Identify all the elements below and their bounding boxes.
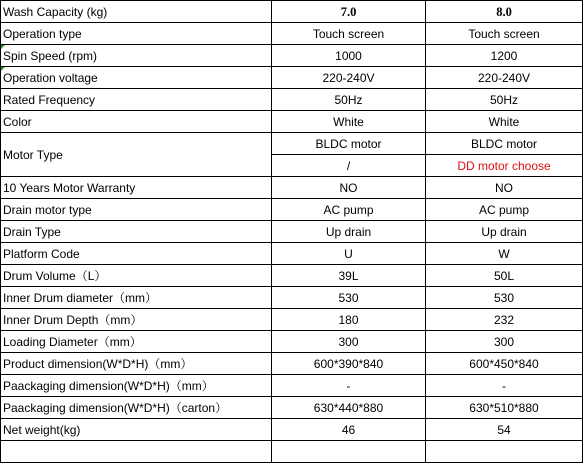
table-row [1, 89, 583, 111]
row-label: Operation voltage [1, 67, 272, 89]
row-value-2: BLDC motor [426, 133, 583, 155]
row-value-1: 180 [272, 309, 426, 331]
table-row [1, 177, 583, 199]
row-value-1: 46 [272, 419, 426, 441]
row-value-2: 50Hz [426, 89, 583, 111]
table-row [1, 23, 583, 45]
table-row [1, 265, 583, 287]
row-value-1: NO [272, 177, 426, 199]
row-value-1: 630*440*880 [272, 397, 426, 419]
row-value-2: 530 [426, 287, 583, 309]
header-capacity-1: 7.0 [272, 1, 426, 23]
row-label: Motor Type [1, 133, 272, 177]
row-value-2-cutoff [426, 441, 583, 463]
row-label: Rated Frequency [1, 89, 272, 111]
row-value-1: 300 [272, 331, 426, 353]
row-label: Spin Speed (rpm) [1, 45, 272, 67]
row-value-2: Touch screen [426, 23, 583, 45]
row-label: Inner Drum Depth（mm） [1, 309, 272, 331]
row-value-1: 1000 [272, 45, 426, 67]
row-value-2: W [426, 243, 583, 265]
table-row [1, 397, 583, 419]
table-row [1, 45, 583, 67]
table-row-cutoff [1, 441, 583, 463]
row-value-1: White [272, 111, 426, 133]
row-value-2: 1200 [426, 45, 583, 67]
row-value-1: - [272, 375, 426, 397]
table-row [1, 375, 583, 397]
row-label-cutoff [1, 441, 272, 463]
row-value-1: BLDC motor [272, 133, 426, 155]
row-label: Drain Type [1, 221, 272, 243]
row-value-2: AC pump [426, 199, 583, 221]
row-label: Paackaging dimension(W*D*H)（carton） [1, 397, 272, 419]
row-value-2: Up drain [426, 221, 583, 243]
row-label: Product dimension(W*D*H)（mm） [1, 353, 272, 375]
row-label: Color [1, 111, 272, 133]
table-row [1, 331, 583, 353]
table-row [1, 309, 583, 331]
row-value-2: 300 [426, 331, 583, 353]
row-value-2: 54 [426, 419, 583, 441]
row-label: Loading Diameter（mm） [1, 331, 272, 353]
row-value-1: Up drain [272, 221, 426, 243]
row-label: Drum Volume（L） [1, 265, 272, 287]
row-label: Platform Code [1, 243, 272, 265]
table-header-row [1, 1, 583, 23]
row-label: Net weight(kg) [1, 419, 272, 441]
table-row-motor-type [1, 133, 583, 155]
row-label: Drain motor type [1, 199, 272, 221]
row-value-1-cutoff [272, 441, 426, 463]
header-capacity-2: 8.0 [426, 1, 583, 23]
row-value-2: White [426, 111, 583, 133]
table-row [1, 221, 583, 243]
row-label: Inner Drum diameter（mm） [1, 287, 272, 309]
cell-comment-marker-icon [1, 45, 5, 49]
row-value-2: 600*450*840 [426, 353, 583, 375]
table-row [1, 199, 583, 221]
row-value-1: 50Hz [272, 89, 426, 111]
row-value-2: - [426, 375, 583, 397]
table-row [1, 243, 583, 265]
row-label: Operation type [1, 23, 272, 45]
row-label: 10 Years Motor Warranty [1, 177, 272, 199]
table-row [1, 353, 583, 375]
row-value-2: 232 [426, 309, 583, 331]
cell-comment-marker-icon [1, 67, 5, 71]
row-value-2: 50L [426, 265, 583, 287]
table-row [1, 111, 583, 133]
row-value-1: 39L [272, 265, 426, 287]
row-value-1: 220-240V [272, 67, 426, 89]
row-value-1: U [272, 243, 426, 265]
table-row [1, 287, 583, 309]
header-label: Wash Capacity (kg) [1, 1, 272, 23]
row-value-1: AC pump [272, 199, 426, 221]
row-value-2: NO [426, 177, 583, 199]
row-value-1-alt: / [272, 155, 426, 177]
row-value-1: 600*390*840 [272, 353, 426, 375]
row-value-1: 530 [272, 287, 426, 309]
row-value-2: 220-240V [426, 67, 583, 89]
table-row [1, 67, 583, 89]
dd-motor-option: DD motor choose [426, 155, 583, 177]
row-label: Paackaging dimension(W*D*H)（mm） [1, 375, 272, 397]
row-value-1: Touch screen [272, 23, 426, 45]
row-value-2: 630*510*880 [426, 397, 583, 419]
table-row [1, 419, 583, 441]
